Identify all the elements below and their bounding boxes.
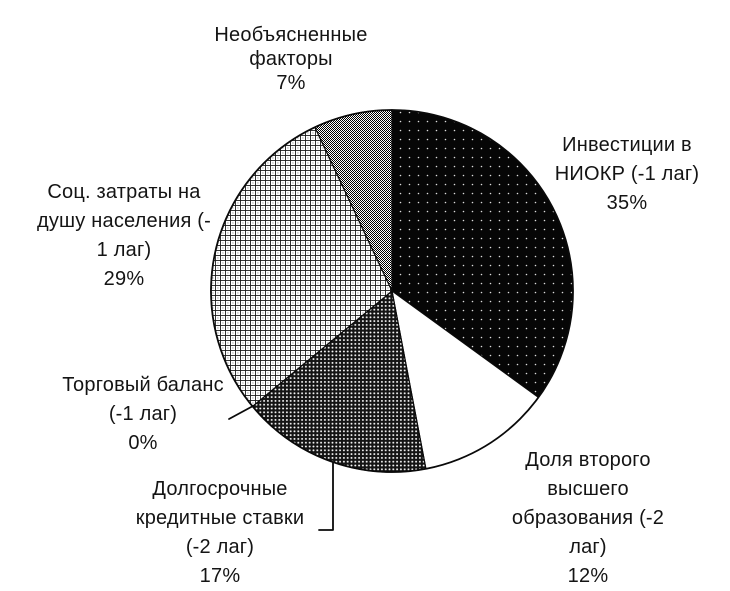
slice-label-second-higher-education — [478, 446, 698, 591]
slice-label-line: образования (-2 — [511, 507, 665, 529]
slice-label-rnd-investment — [517, 131, 730, 218]
slice-label-long-term-credit-rates — [110, 475, 330, 591]
slice-label-line: Долгосрочные — [152, 478, 288, 500]
slice-percent: 35% — [606, 192, 648, 214]
slice-label-line: факторы — [249, 48, 333, 70]
slice-label-line: 1 лаг) — [96, 239, 152, 261]
slice-label-line: (-1 лаг) — [108, 403, 178, 425]
slice-label-line: Необъясненные — [214, 24, 368, 46]
slice-label-line: Инвестиции в — [562, 134, 692, 156]
slice-label-trade-balance — [33, 371, 253, 458]
slice-percent: 12% — [567, 565, 609, 587]
slice-label-line: Соц. затраты на — [47, 181, 201, 203]
slice-label-social-per-capita — [14, 178, 234, 294]
slice-percent: 29% — [103, 268, 145, 290]
slice-percent: 0% — [128, 432, 158, 454]
slice-label-line: Доля второго — [525, 449, 651, 471]
slice-label-line: лаг) — [569, 536, 607, 558]
slice-label-line: высшего — [547, 478, 629, 500]
slice-label-line: кредитные ставки — [135, 507, 305, 529]
slice-percent: 7% — [276, 72, 306, 94]
slice-label-unexplained-factors — [181, 23, 401, 95]
slice-label-line: (-2 лаг) — [185, 536, 255, 558]
slice-label-line: Торговый баланс — [62, 374, 224, 396]
slice-percent: 17% — [199, 565, 241, 587]
slice-label-line: НИОКР (-1 лаг) — [554, 163, 700, 185]
slice-label-line: душу населения (- — [36, 210, 211, 232]
